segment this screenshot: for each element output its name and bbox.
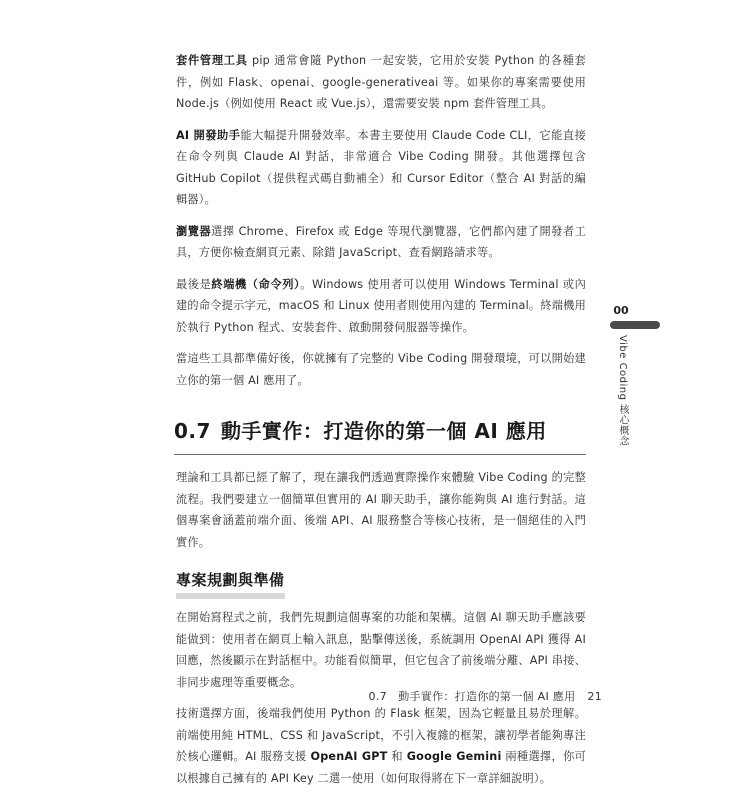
paragraph-browser [176, 221, 586, 264]
paragraph-text: pip 通常會隨 Python 一起安裝，它用於安裝 Python 的各種套件，例如 Flask、openai、google-generativeai 等。如果你的專案需要使用 Node.js（例如使用 React 或 Vue.js），還需要安裝 npm 套件管理工具。 [176, 54, 586, 110]
paragraph-text: 選擇 Chrome、Firefox 或 Edge 等現代瀏覽器，它們都內建了開發者工具，方便你檢查網頁元素、除錯 JavaScript、查看網路請求等。 [176, 224, 586, 259]
paragraph-terminal [176, 274, 586, 339]
paragraph-text: 能大幅提升開發效率。本書主要使用 Claude Code CLI，它能直接在命令列與 Claude AI 對話，非常適合 Vibe Coding 開發。其他選擇包含 GitHub Copilot（提供程式碼自動補全）和 Cursor Editor（整合 AI 對話的編輯器）。 [176, 128, 586, 206]
section-number: 0.7 [174, 419, 211, 443]
chapter-number: 00 [613, 304, 629, 317]
term-terminal: 終端機（命令列） [211, 277, 301, 291]
paragraph-text: 和 [387, 750, 407, 763]
chapter-side-tab [606, 304, 636, 446]
page-footer [369, 688, 602, 704]
paragraph-tech-choice [176, 703, 586, 789]
paragraph-text: 。Windows 使用者可以使用 Windows Terminal 或內建的命令提示字元，macOS 和 Linux 使用者則使用內建的 Terminal。終端機用於執行 Python 程式、安裝套件、啟動開發伺服器等操作。 [176, 277, 586, 334]
chapter-tab-bar [610, 321, 660, 329]
term-browser: 瀏覽器 [176, 224, 212, 238]
paragraph-planning: 在開始寫程式之前，我們先規劃這個專案的功能和架構。這個 AI 聊天助手應該要能做到：使用者在網頁上輸入訊息，點擊傳送後，系統調用 OpenAI API 獲得 AI 回應，然後顯示在對話框中。功能看似簡單，但它包含了前後端分離、API 串接、非同步處理等重要概念。 [176, 611, 586, 689]
term-google-gemini: Google Gemini [406, 750, 502, 763]
section-intro: 理論和工具都已經了解了，現在讓我們透過實際操作來體驗 Vibe Coding 的完整流程。我們要建立一個簡單但實用的 AI 聊天助手，讓你能夠與 AI 進行對話。這個專案會涵蓋前端介面、後端 API、AI 服務整合等核心技術，是一個絕佳的入門實作。 [176, 471, 586, 549]
paragraph-summary: 當這些工具都準備好後，你就擁有了完整的 Vibe Coding 開發環境，可以開始建立你的第一個 AI 應用了。 [176, 352, 586, 387]
section-heading [174, 415, 586, 455]
chapter-title-vertical: Vibe Coding 核心概念 [617, 335, 628, 447]
section-title: 動手實作：打造你的第一個 AI 應用 [220, 419, 547, 443]
paragraph-package-manager [176, 50, 586, 115]
term-ai-assistant: AI 開發助手 [176, 128, 241, 142]
paragraph-text: 兩種選擇，你可以根據自己擁有的 API Key 二選一使用（如何取得將在下一章詳細說明）。 [176, 750, 586, 785]
paragraph-ai-assistant [176, 125, 586, 211]
page-number: 21 [587, 690, 602, 703]
paragraph-text: 技術選擇方面，後端我們使用 Python 的 Flask 框架，因為它輕量且易於理解。前端使用純 HTML、CSS 和 JavaScript，不引入複雜的框架，讓初學者能夠專注於核心邏輯。AI 服務支援 [176, 707, 586, 763]
running-title: 0.7 動手實作：打造你的第一個 AI 應用 [368, 690, 576, 703]
subsection-heading: 專案規劃與準備 [176, 569, 285, 599]
page-body [176, 50, 586, 799]
term-package-manager: 套件管理工具 [176, 54, 248, 67]
paragraph-text: 最後是 [176, 277, 212, 291]
term-openai-gpt: OpenAI GPT [310, 750, 388, 763]
